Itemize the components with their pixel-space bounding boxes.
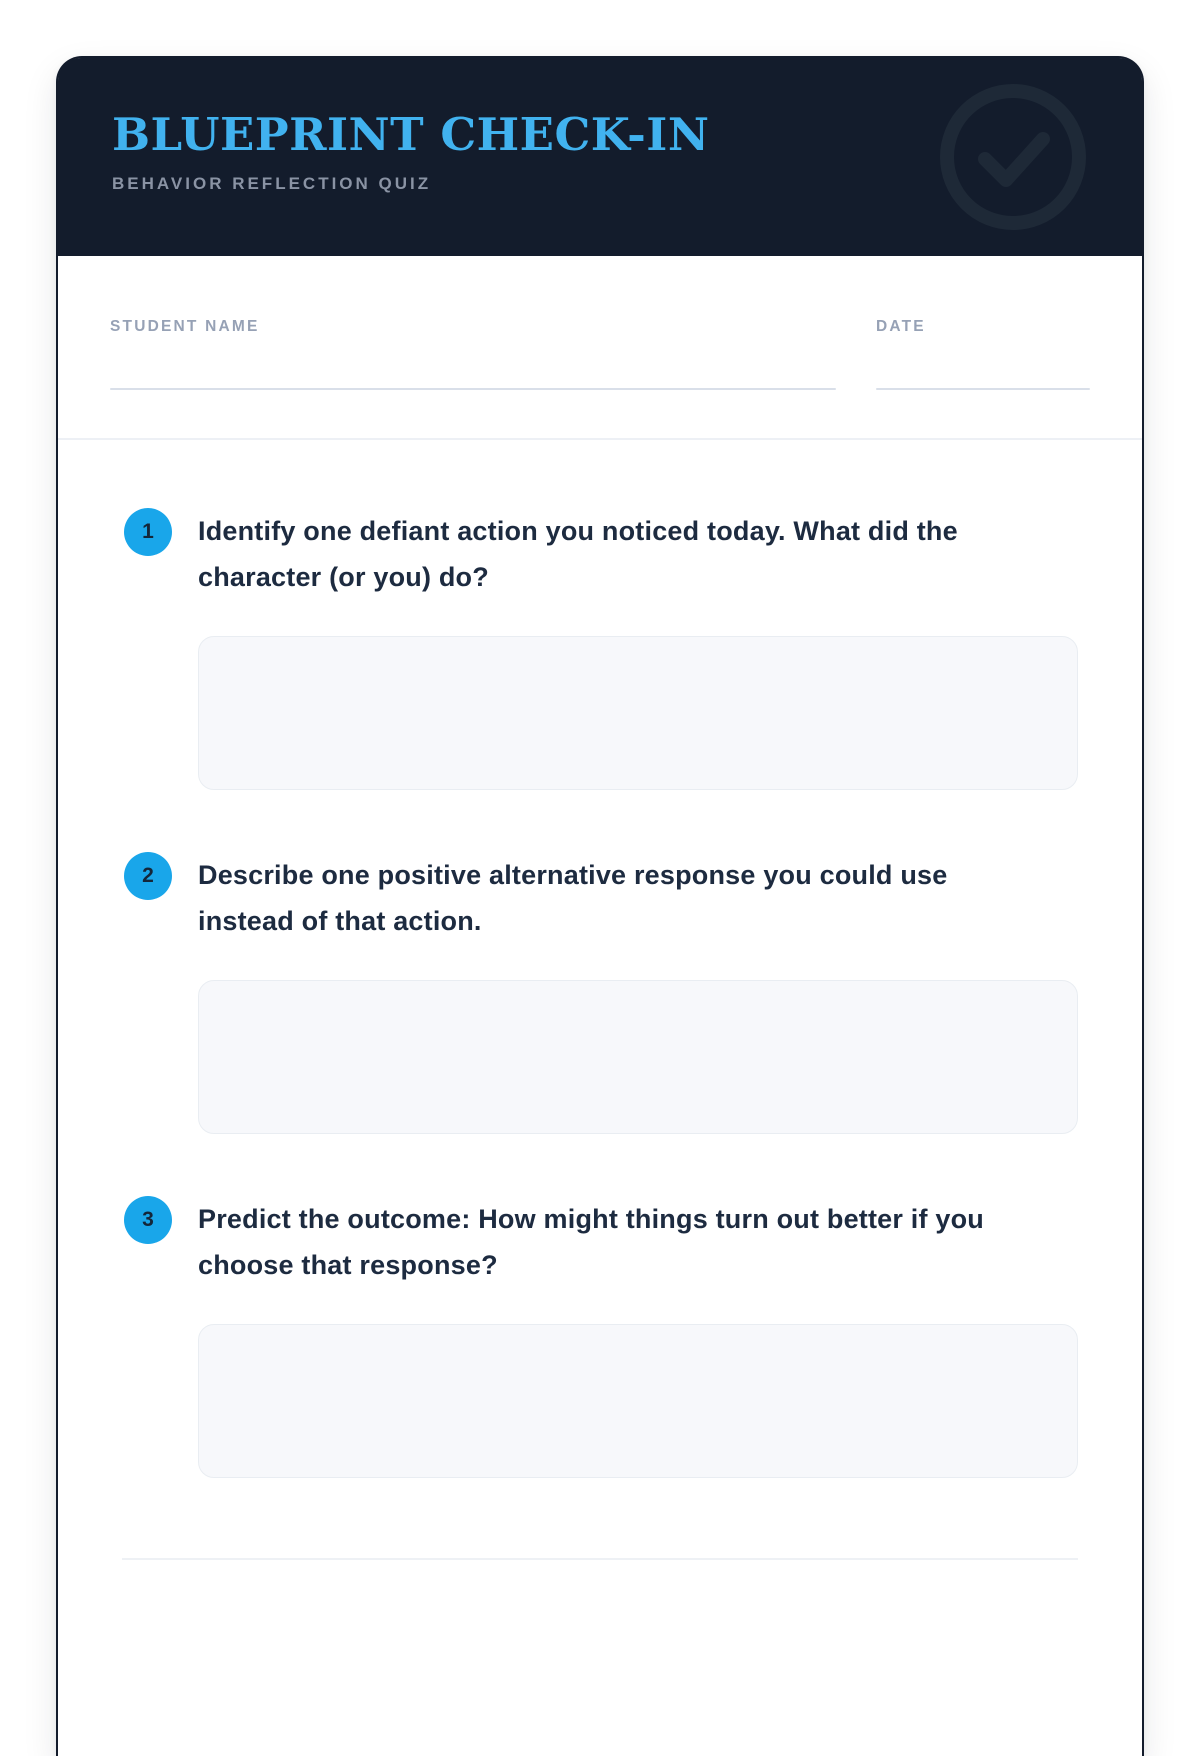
fields-row [58, 318, 1142, 390]
date-field [876, 318, 1090, 390]
question-3 [58, 1196, 1142, 1478]
quiz-card [56, 56, 1144, 1756]
question-2-number-badge: 2 [124, 852, 172, 900]
student-name-field [110, 318, 836, 390]
question-3-line-1: Predict the outcome: How might things turn out better if you [198, 1204, 984, 1234]
question-1-text [198, 508, 958, 600]
question-2-text [198, 852, 947, 944]
question-3-answer-box[interactable] [198, 1324, 1078, 1478]
student-name-label: STUDENT NAME [110, 318, 260, 335]
question-1-line-1: Identify one defiant action you noticed today. What did the [198, 516, 958, 546]
question-1 [58, 508, 1142, 790]
section-divider [58, 438, 1142, 440]
question-2 [58, 852, 1142, 1134]
question-1-number-badge: 1 [124, 508, 172, 556]
question-3-text [198, 1196, 984, 1288]
page-subtitle: BEHAVIOR REFLECTION QUIZ [112, 173, 432, 193]
question-1-answer-box[interactable] [198, 636, 1078, 790]
page-title: BLUEPRINT CHECK-IN [112, 108, 710, 161]
student-name-input[interactable] [110, 388, 836, 390]
question-2-answer-box[interactable] [198, 980, 1078, 1134]
question-1-line-2: character (or you) do? [198, 562, 489, 592]
question-2-head [124, 852, 1078, 944]
question-3-head [124, 1196, 1078, 1288]
question-2-line-1: Describe one positive alternative response you could use [198, 860, 948, 890]
bottom-divider [122, 1558, 1078, 1560]
date-label: DATE [876, 318, 926, 335]
check-circle-icon [938, 82, 1088, 232]
question-1-head [124, 508, 1078, 600]
quiz-header [58, 58, 1142, 256]
question-2-line-2: instead of that action. [198, 906, 482, 936]
date-input[interactable] [876, 388, 1090, 390]
question-3-line-2: choose that response? [198, 1250, 498, 1280]
question-3-number-badge: 3 [124, 1196, 172, 1244]
